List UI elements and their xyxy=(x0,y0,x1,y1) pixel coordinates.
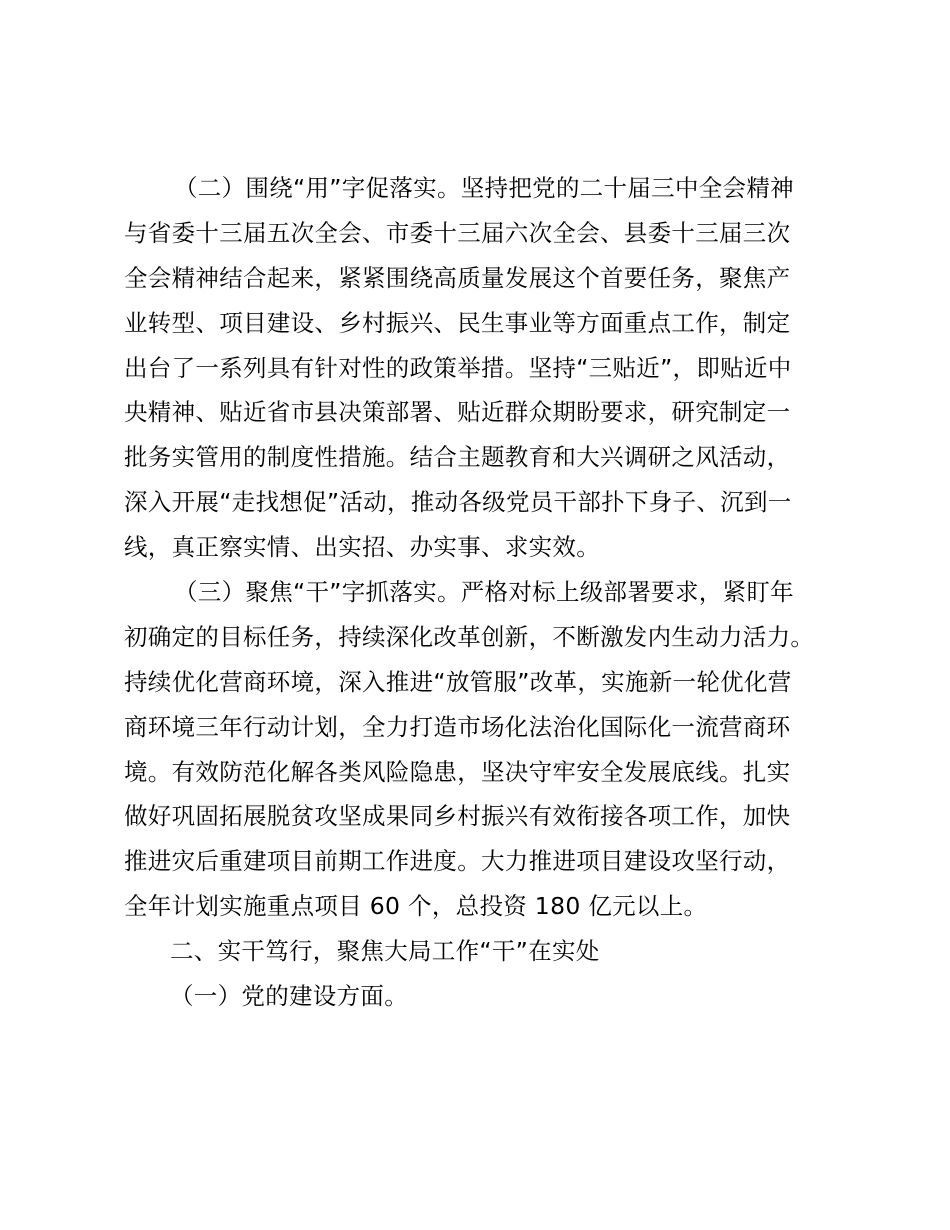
paragraph-2-line-2: 与省委十三届五次全会、市委十三届六次全会、县委十三届三次 xyxy=(124,218,791,247)
paragraph-3-line-7: 推进灾后重建项目前期工作进度。大力推进项目建设攻坚行动， xyxy=(124,847,791,876)
paragraph-3-line-6: 做好巩固拓展脱贫攻坚成果同乡村振兴有效衔接各项工作，加快 xyxy=(124,802,791,831)
paragraph-2-line-4: 业转型、项目建设、乡村振兴、民生事业等方面重点工作，制定 xyxy=(124,308,791,337)
paragraph-3-line-1: （三）聚焦“干”字抓落实。严格对标上级部署要求，紧盯年 xyxy=(174,578,794,607)
paragraph-2-line-9: 线，真正察实情、出实招、办实事、求实效。 xyxy=(124,533,600,562)
subsection-heading: （一）党的建设方面。 xyxy=(170,982,408,1011)
paragraph-2-line-1: （二）围绕“用”字促落实。坚持把党的二十届三中全会精神 xyxy=(174,174,794,202)
document-body xyxy=(124,166,844,1019)
paragraph-3-line-4: 商环境三年行动计划，全力打造市场化法治化国际化一流营商环 xyxy=(124,712,791,741)
paragraph-2-line-8: 深入开展“走找想促”活动，推动各级党员干部扑下身子、沉到一 xyxy=(124,488,792,517)
paragraph-3-line-5: 境。有效防范化解各类风险隐患，坚决守牢安全发展底线。扎实 xyxy=(124,757,791,786)
paragraph-2-line-6: 央精神、贴近省市县决策部署、贴近群众期盼要求，研究制定一 xyxy=(124,398,791,427)
paragraph-2-line-7: 批务实管用的制度性措施。结合主题教育和大兴调研之风活动， xyxy=(124,443,791,472)
paragraph-2-line-3: 全会精神结合起来，紧紧围绕高质量发展这个首要任务，聚焦产 xyxy=(124,263,791,292)
paragraph-3-line-2: 初确定的目标任务，持续深化改革创新，不断激发内生动力活力。 xyxy=(124,622,815,651)
paragraph-3-line-8: 全年计划实施重点项目 60 个，总投资 180 亿元以上。 xyxy=(124,892,708,921)
paragraph-2-line-5: 出台了一系列具有针对性的政策举措。坚持“三贴近”，即贴近中 xyxy=(124,353,792,382)
section-heading: 二、实干笃行，聚焦大局工作“干”在实处 xyxy=(170,937,600,966)
paragraph-3-line-3: 持续优化营商环境，深入推进“放管服”改革，实施新一轮优化营 xyxy=(124,667,792,696)
